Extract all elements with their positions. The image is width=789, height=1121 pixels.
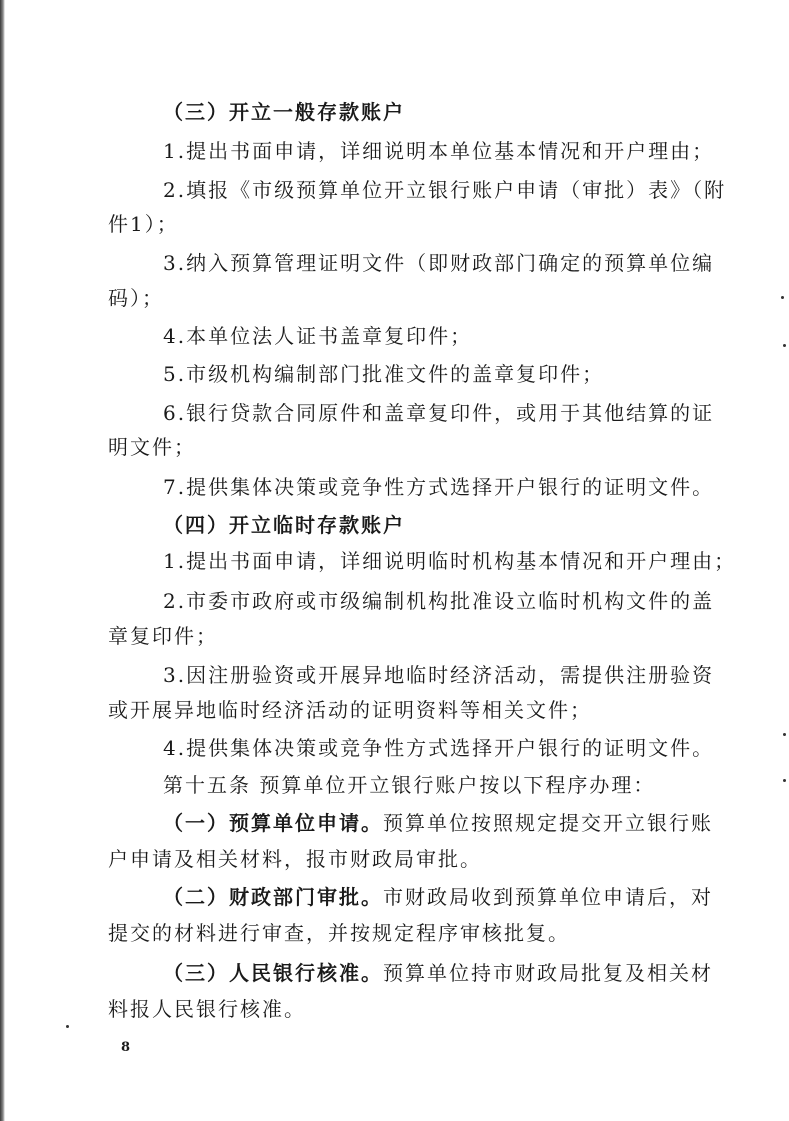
list-item: 4.提供集体决策或竞争性方式选择开户银行的证明文件。 — [163, 736, 715, 760]
list-item: 6.银行贷款合同原件和盖章复印件，或用于其他结算的证 — [163, 401, 715, 425]
list-item-continuation: 件1）； — [108, 212, 179, 236]
section-heading-3: （三）开立一般存款账户 — [163, 100, 405, 124]
list-item: 7.提供集体决策或竞争性方式选择开户银行的证明文件。 — [163, 475, 715, 499]
list-item-continuation: 码）； — [108, 286, 164, 310]
list-item: 4.本单位法人证书盖章复印件； — [163, 324, 473, 348]
list-item: 1.提出书面申请，详细说明本单位基本情况和开户理由； — [163, 139, 715, 163]
procedure-step-3-continuation: 料报人民银行核准。 — [108, 997, 306, 1021]
procedure-step-3-text: 预算单位持市财政局批复及相关材 — [383, 961, 713, 985]
scan-speck — [783, 733, 786, 736]
scan-speck — [783, 779, 786, 782]
scan-speck — [781, 296, 784, 299]
list-item: 3.纳入预算管理证明文件（即财政部门确定的预算单位编 — [163, 251, 715, 275]
procedure-step-2-text: 市财政局收到预算单位申请后，对 — [383, 885, 713, 909]
procedure-step-3-heading: （三）人民银行核准。 — [163, 961, 383, 985]
procedure-step-1 — [163, 808, 713, 838]
page-number: 8 — [121, 1040, 131, 1055]
list-item-continuation: 或开展异地临时经济活动的证明资料等相关文件； — [108, 698, 592, 722]
list-item: 2.填报《市级预算单位开立银行账户申请（审批）表》（附 — [163, 178, 727, 202]
list-item-continuation: 章复印件； — [108, 624, 218, 648]
procedure-step-1-heading: （一）预算单位申请。 — [163, 811, 383, 835]
procedure-step-2-heading: （二）财政部门审批。 — [163, 885, 383, 909]
scan-speck — [66, 1025, 69, 1028]
procedure-step-2 — [163, 882, 713, 912]
list-item-continuation: 明文件； — [108, 435, 196, 459]
procedure-step-1-continuation: 户申请及相关材料，报市财政局审批。 — [108, 847, 482, 871]
procedure-step-2-continuation: 提交的材料进行审查，并按规定程序审核批复。 — [108, 921, 570, 945]
list-item: 1.提出书面申请，详细说明临时机构基本情况和开户理由； — [163, 549, 737, 573]
section-heading-4: （四）开立临时存款账户 — [163, 513, 405, 537]
scan-speck — [783, 344, 786, 347]
list-item: 3.因注册验资或开展异地临时经济活动，需提供注册验资 — [163, 663, 715, 687]
list-item: 5.市级机构编制部门批准文件的盖章复印件； — [163, 362, 605, 386]
list-item: 2.市委市政府或市级编制机构批准设立临时机构文件的盖 — [163, 589, 715, 613]
article-15-line: 第十五条 预算单位开立银行账户按以下程序办理： — [163, 773, 656, 797]
procedure-step-1-text: 预算单位按照规定提交开立银行账 — [383, 811, 713, 835]
procedure-step-3 — [163, 958, 713, 988]
